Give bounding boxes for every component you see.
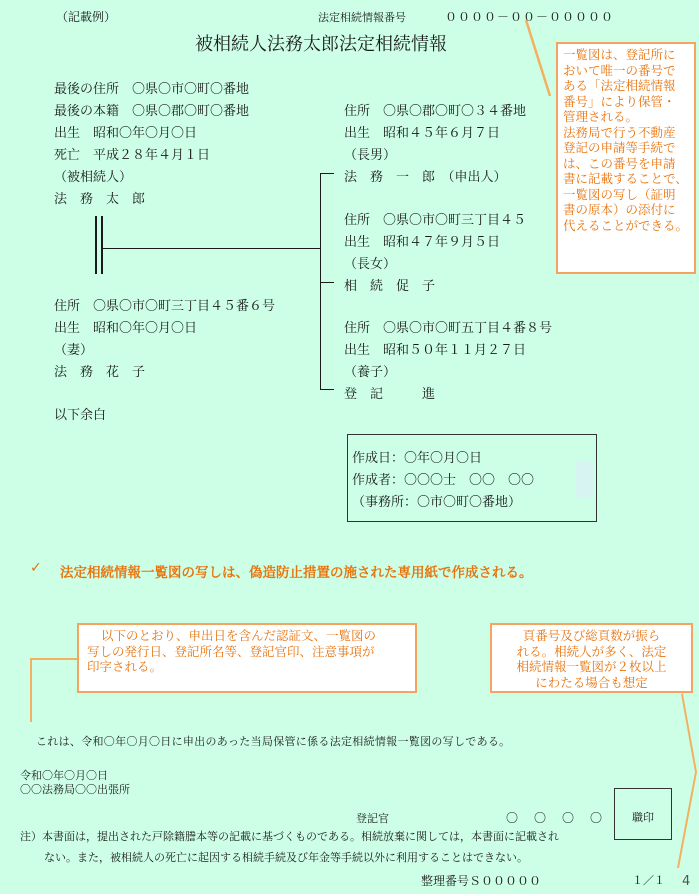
official-seal: 職印 [632,811,654,824]
decedent-name: 法 務 太 郎 [54,192,146,207]
callout-line: 頁番号及び総頁数が振ら [522,628,661,643]
callout-line: 番号」により保管・ [563,93,676,109]
creator-date: 作成日：〇年〇月〇日 [352,451,483,466]
certificate-statement: これは、令和〇年〇月〇日に申出のあった当局保管に係る法定相続情報一覧図の写しである。 [36,735,511,748]
callout-page-pointer [670,692,699,872]
heir1-birth: 出生 昭和４５年６月７日 [344,126,501,141]
heirs-bracket [320,173,321,389]
callout-line: は、この番号を申請 [563,155,676,171]
checkmark-icon: ✓ [30,560,42,576]
registrar-name: 〇 〇 〇 〇 [506,811,605,825]
heir3-role: （養子） [344,365,397,380]
heir-branch-3 [320,389,334,390]
heir2-birth: 出生 昭和４７年９月５日 [344,235,501,250]
issue-date: 令和〇年〇月〇日 [20,769,108,782]
spouse-role: （妻） [54,343,94,358]
callout-page-note [490,623,693,693]
callout-print-note [77,623,417,693]
creator-box [347,434,597,522]
decedent-death: 死亡 平成２８年４月１日 [54,148,211,163]
issuing-office: 〇〇法務局〇〇出張所 [20,783,130,796]
callout-line: 相続情報一覧図が２枚以上 [516,659,667,674]
slide-number: 4 [682,874,691,889]
page-indicator: １／１ [632,874,665,887]
spouse-name: 法 務 花 子 [54,365,146,380]
heir1-role: （長男） [344,148,397,163]
decedent-role: （被相続人） [54,170,133,185]
decedent-birth: 出生 昭和〇年〇月〇日 [54,126,198,141]
heir1-name: 法 務 一 郎 （申出人） [344,170,507,185]
marriage-line-right [101,216,103,274]
number-value: ００００－００－０００００ [445,10,615,24]
callout-line: 一覧図の写し（証明 [563,186,676,202]
callout-line: 写しの発行日、登記所名等、登記官印、注意事項が [87,643,375,659]
security-note: 法定相続情報一覧図の写しは、偽造防止措置の施された専用紙で作成される。 [60,565,533,581]
callout-line: 登記の申請等手続で [563,140,676,155]
callout-print-pointer-v [30,658,32,722]
heir-branch-1 [320,173,334,174]
heir2-name: 相 続 促 子 [344,279,436,294]
heir1-address: 住所 〇県〇郡〇町〇３４番地 [344,104,527,119]
official-seal-box [614,788,672,840]
example-label: （記載例） [56,10,117,24]
callout-line: 以下のとおり、申出日を含んだ認証文、一覧図の [101,628,377,643]
number-label: 法定相続情報番号 [318,11,406,24]
callout-line: 書に記載することで、 [563,171,688,186]
seal-placeholder [576,461,594,497]
callout-line: 管理される。 [563,109,639,124]
heir2-address: 住所 〇県〇市〇町三丁目４５ [344,213,527,228]
callout-line: 代えることができる。 [563,217,689,233]
heir3-address: 住所 〇県〇市〇町五丁目４番８号 [344,321,553,336]
callout-line: 印字される。 [87,659,163,674]
heir3-birth: 出生 昭和５０年１１月２７日 [344,343,527,358]
callout-line: 法務局で行う不動産 [563,124,676,140]
certificate-note-1: 注）本書面は，提出された戸除籍謄本等の記載に基づくものである。相続放棄に関しては，本書面に記載され [20,830,559,843]
callout-line: おいて唯一の番号で [563,62,676,78]
spouse-address: 住所 〇県〇市〇町三丁目４５番６号 [54,299,276,314]
spouse-birth: 出生 昭和〇年〇月〇日 [54,321,198,336]
decedent-domicile: 最後の本籍 〇県〇郡〇町〇番地 [54,104,250,119]
creator-office: （事務所：〇市〇町〇番地） [352,495,522,510]
remainder-blank: 以下余白 [54,408,107,423]
callout-line: にわたる場合も想定 [535,674,648,690]
decedent-address: 最後の住所 〇県〇市〇町〇番地 [54,82,250,97]
creator-author: 作成者：〇〇〇士 〇〇 〇〇 [352,473,535,488]
page-title: 被相続人法務太郎法定相続情報 [195,34,447,55]
callout-line: ある「法定相続情報 [563,78,676,93]
heir2-role: （長女） [344,257,397,272]
callout-line: れる。相続人が多く、法定 [516,643,667,659]
heir-branch-2 [320,282,334,283]
family-connector [103,248,321,249]
marriage-line-left [95,216,97,274]
callout-line: 一覧図は、登記所に [563,47,676,62]
heir3-name: 登 記 進 [344,387,436,402]
callout-number-pointer [520,18,580,98]
callout-print-pointer-h [30,658,77,660]
control-number: 整理番号Ｓ０００００ [421,874,542,888]
callout-line: 書の原本）の添付に [563,202,676,217]
registrar-label: 登記官 [356,812,389,825]
certificate-note-2: ない。また，被相続人の死亡に起因する相続手続及び年金等手続以外に利用することはできない。 [44,851,528,864]
